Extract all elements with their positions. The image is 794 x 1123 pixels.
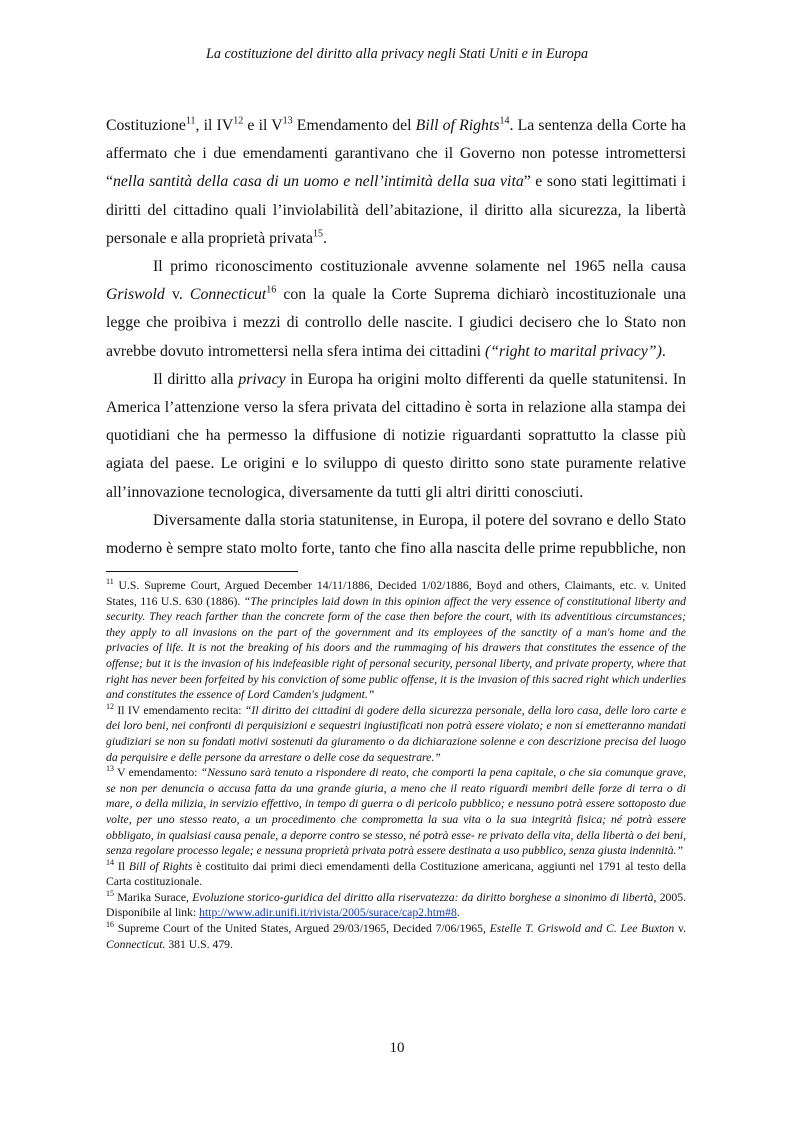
text: U.S. Supreme Court, Argued December 14/11/1886, Decided 1/02/1886, Boyd and others, Claimants, etc. v. United States, 116 U.S. 630 (1886). — [106, 579, 686, 608]
italic-text: (“right to marital privacy”) — [485, 342, 662, 360]
footnote-ref-13[interactable]: 13 — [282, 115, 293, 127]
paragraph-1 — [106, 112, 686, 253]
footnote-separator — [106, 571, 298, 572]
text: Marika Surace, — [114, 890, 193, 904]
footnote-number: 14 — [106, 857, 114, 867]
footnote-14 — [106, 859, 686, 890]
footnote-number: 16 — [106, 920, 114, 930]
text: Il — [114, 859, 129, 873]
footnote-ref-16[interactable]: 16 — [266, 284, 277, 296]
text: con la quale la Corte Suprema dichiarò incostituzionale una legge che proibiva i mezzi di controllo delle nascite. I giudici decisero che lo Stato non avrebbe dovuto intromettersi nella sfera intima dei cittadini — [106, 286, 686, 360]
footnote-number: 15 — [106, 888, 114, 898]
italic-quote: nella santità della casa di un uomo e nell’intimità della sua vita — [113, 173, 524, 191]
footnote-ref-14[interactable]: 14 — [499, 115, 510, 127]
italic-text: privacy — [238, 370, 286, 388]
italic-text: Evoluzione storico-guridica del diritto alla riservatezza: da diritto borghese a sinonimo di libertà — [192, 890, 654, 904]
paragraph-3 — [106, 366, 686, 507]
text: . — [456, 906, 460, 920]
text: v. — [674, 922, 686, 936]
text: V emendamento: — [114, 766, 201, 780]
text: è costituito dai primi dieci emendamenti della Costituzione americana, aggiunti nel 1791 al testo della Carta costituzionale. — [106, 859, 687, 889]
text: in Europa ha origini molto differenti da quelle statunitensi. In America l’attenzione verso la sfera privata del cittadino è sorta in relazione alla stampa dei quotidiani che ha permesso la diffusione di notizie riguardanti soprattutto la classe più agiata del paese. Le origini e lo sviluppo di questo diritto sono state puramente relative all’innovazione tecnologica, diversamente da tutti gli altri diritti conosciuti. — [106, 370, 686, 501]
footnote-13 — [106, 765, 686, 859]
italic-text: Connecticut — [189, 286, 267, 304]
text: . La sentenza della Corte ha affermato che i due emendamenti garantivano che il Governo non potesse intromettersi “ — [106, 117, 686, 191]
source-link[interactable]: http://www.adir.unifi.it/rivista/2005/surace/cap2.htm#8 — [199, 906, 457, 920]
paragraph-2 — [106, 253, 686, 366]
text: e il V — [243, 117, 283, 134]
footnote-ref-15[interactable]: 15 — [313, 228, 324, 240]
footnote-11 — [106, 578, 686, 703]
italic-quote: “Il diritto dei cittadini di godere della sicurezza personale, della loro casa, delle loro carte e dei loro beni, nei confronti di perquisizioni e sequestri ingiustificati non potrà essere violato; e non si emetteranno mandati giudiziari se non su fondati motivi sostenuti da giuramento o da dichiarazione solenne e con descrizione precisa del luogo da perquisire e delle persone da arrestare o delle cose da sequestrare.” — [106, 703, 687, 764]
italic-text: Griswold — [106, 286, 165, 304]
page-number: 10 — [389, 1040, 405, 1056]
running-header: La costituzione del diritto alla privacy negli Stati Uniti e in Europa — [205, 46, 589, 62]
footnote-12 — [106, 703, 686, 765]
footnote-ref-11[interactable]: 11 — [185, 115, 196, 127]
body-text — [106, 112, 686, 563]
text: , il IV — [195, 117, 234, 134]
text: Costituzione — [106, 117, 186, 134]
italic-text: Bill of Rights — [128, 859, 193, 873]
footnote-number: 13 — [106, 764, 114, 774]
footnote-number: 12 — [106, 701, 114, 711]
text: Diversamente dalla storia statunitense, in Europa, il potere del sovrano e dello Stato moderno è sempre stato molto forte, tanto che fino alla nascita delle prime repubbliche, non — [106, 511, 686, 558]
footnote-number: 11 — [106, 577, 114, 587]
text: ” e sono stati legittimati i diritti del cittadino quali l’inviolabilità dell’abitazione, il diritto alla sicurezza, la libertà personale e alla proprietà privata — [106, 173, 686, 247]
footnotes — [106, 578, 686, 952]
text: Il primo riconoscimento costituzionale avvenne solamente nel 1965 nella causa — [153, 258, 686, 276]
paragraph-4 — [106, 507, 686, 563]
italic-quote: “The principles laid down in this opinion affect the very essence of constitutional liberty and security. They reach farther than the concrete form of the case then before the court, with its adventitious circumstances; they apply to all invasions on the part of the government and its employees of the sanctity of a man's home and the privacies of life. It is not the breaking of his doors and the rummaging of his drawers that constitutes the essence of the offense; but it is the invasion of his indefeasible right of personal security, personal liberty, and private property, where that right has never been forfeited by his conviction of some public offense, it is the invasion of this sacred right which underlies and constitutes the essence of Lord Camden's judgment.” — [106, 594, 686, 702]
text: v. — [164, 286, 190, 304]
italic-quote: “Nessuno sarà tenuto a rispondere di reato, che comporti la pena capitale, o che sia comunque grave, se non per denuncia o accusa fatta da una grande giuria, a meno che il reato riguardi membri delle forze di terra o di mare, o della milizia, in servizio effettivo, in tempo di guerra o di pericolo pubblico; e nessuno potrà essere sottoposto due volte, per uno stesso reato, a un procedimento che comprometta la sua vita o la sua integrità fisica; né potrà essere obbligato, in qualsiasi causa penale, a deporre contro se stesso, né potrà esse- re privato della vita, della libertà o dei beni, senza regolare processo legale; e nessuna proprietà privata potrà essere destinata a uso pubblico, senza giusta indennità.” — [106, 766, 686, 858]
text: Supreme Court of the United States, Argued 29/03/1965, Decided 7/06/1965, — [114, 922, 490, 936]
text: Il diritto alla — [153, 370, 239, 388]
footnote-16 — [106, 921, 686, 952]
footnote-ref-12[interactable]: 12 — [233, 115, 244, 127]
text: . — [323, 229, 327, 247]
footnote-15 — [106, 890, 686, 921]
italic-text: Estelle T. Griswold and C. Lee Buxton — [489, 922, 675, 936]
italic-text: Connecticut. — [106, 937, 166, 951]
text: , 2005. Disponibile al link: — [106, 890, 686, 920]
text: 381 U.S. 479. — [165, 937, 233, 951]
text: . — [661, 342, 666, 360]
text: Emendamento del — [292, 117, 416, 134]
text: Il IV emendamento recita: — [114, 703, 245, 717]
italic-text: Bill of Rights — [415, 117, 500, 134]
